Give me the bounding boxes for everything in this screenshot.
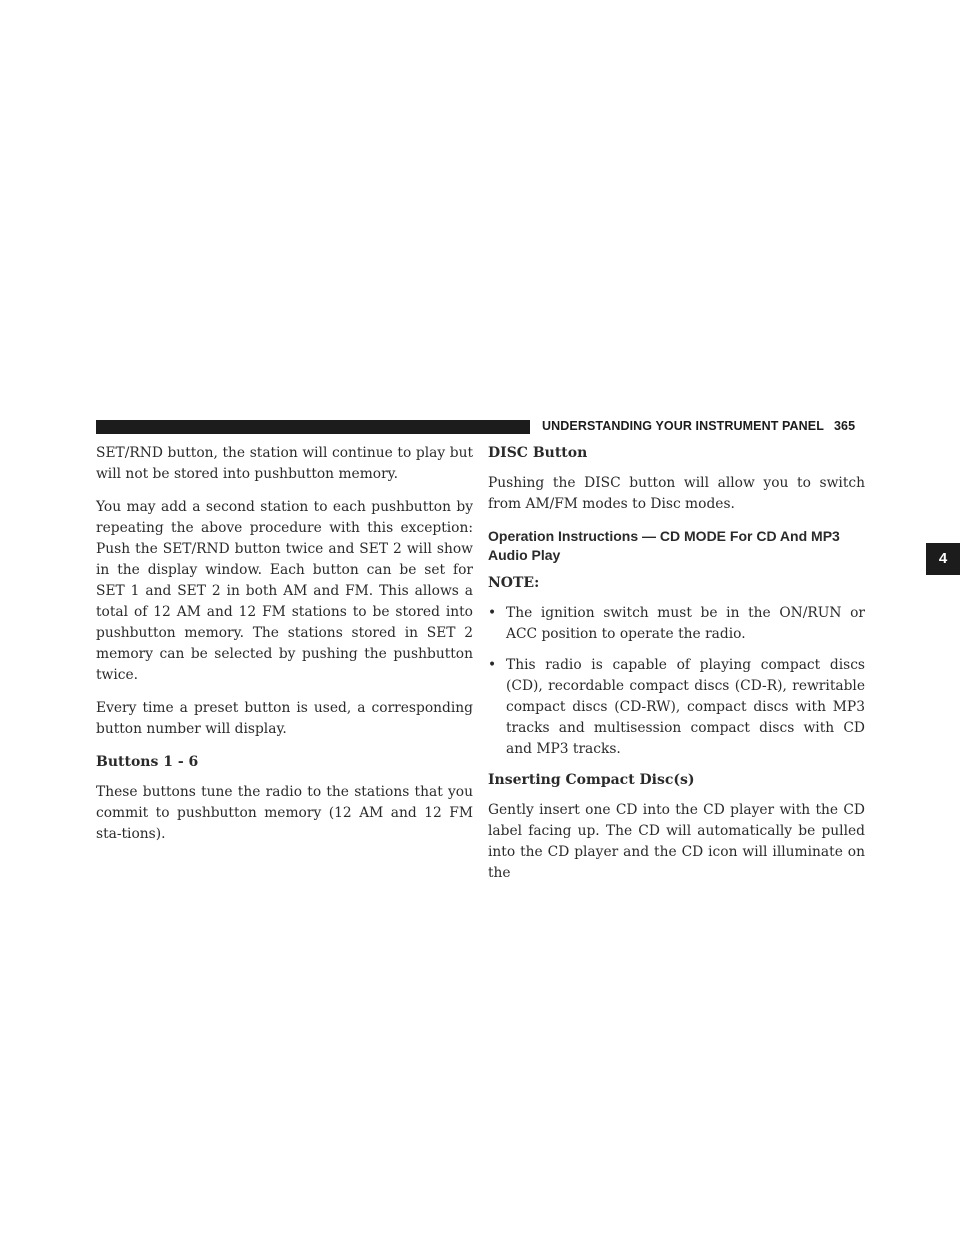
paragraph-second-station: You may add a second station to each pushbutton by repeating the above procedure with this exception: Push the SET/RND button twice and SET 2 will show in the display window. Each button can be set for SET 1 and SET 2 in both AM and FM. This allows a total of 12 AM and 12 FM stations to be stored into pushbutton memory. The stations stored in SET 2 memory can be selected by pushing the pushbutton twice. <box>96 499 473 683</box>
running-header <box>542 419 855 433</box>
heading-buttons-1-6: Buttons 1 - 6 <box>96 754 199 770</box>
paragraph-inserting-discs: Gently insert one CD into the CD player with the CD label facing up. The CD will automatically be pulled into the CD player and the CD icon will illuminate on the <box>488 802 865 881</box>
right-column <box>488 443 865 896</box>
bullet-icon: • <box>488 657 497 673</box>
paragraph-buttons-1-6: These buttons tune the radio to the stations that you commit to pushbutton memory (12 AM and 12 FM sta-tions). <box>96 784 473 842</box>
note-list <box>488 603 865 760</box>
note-label: NOTE: <box>488 575 540 591</box>
heading-inserting-discs: Inserting Compact Disc(s) <box>488 772 695 788</box>
page-number: 365 <box>833 419 856 433</box>
heading-disc-button: DISC Button <box>488 445 588 461</box>
bullet-icon: • <box>488 605 497 621</box>
list-item <box>488 655 865 760</box>
chapter-tab: 4 <box>926 543 960 575</box>
header-title: UNDERSTANDING YOUR INSTRUMENT PANEL <box>542 419 824 433</box>
left-column <box>96 443 473 857</box>
paragraph-preset-display: Every time a preset button is used, a corresponding button number will display. <box>96 700 473 737</box>
paragraph-disc-button: Pushing the DISC button will allow you to switch from AM/FM modes to Disc modes. <box>488 475 865 512</box>
paragraph-setrnd-continued: SET/RND button, the station will continue to play but will not be stored into pushbutton memory. <box>96 445 473 482</box>
heading-operation-instructions: Operation Instructions — CD MODE For CD And MP3 Audio Play <box>488 528 840 563</box>
list-item-text: This radio is capable of playing compact discs (CD), recordable compact discs (CD-R), rewritable compact discs (CD-RW), compact discs with MP3 tracks and multisession compact discs with CD and MP3 tracks. <box>506 657 865 757</box>
header-rule <box>96 420 530 434</box>
list-item-text: The ignition switch must be in the ON/RUN or ACC position to operate the radio. <box>506 605 865 642</box>
list-item <box>488 603 865 645</box>
